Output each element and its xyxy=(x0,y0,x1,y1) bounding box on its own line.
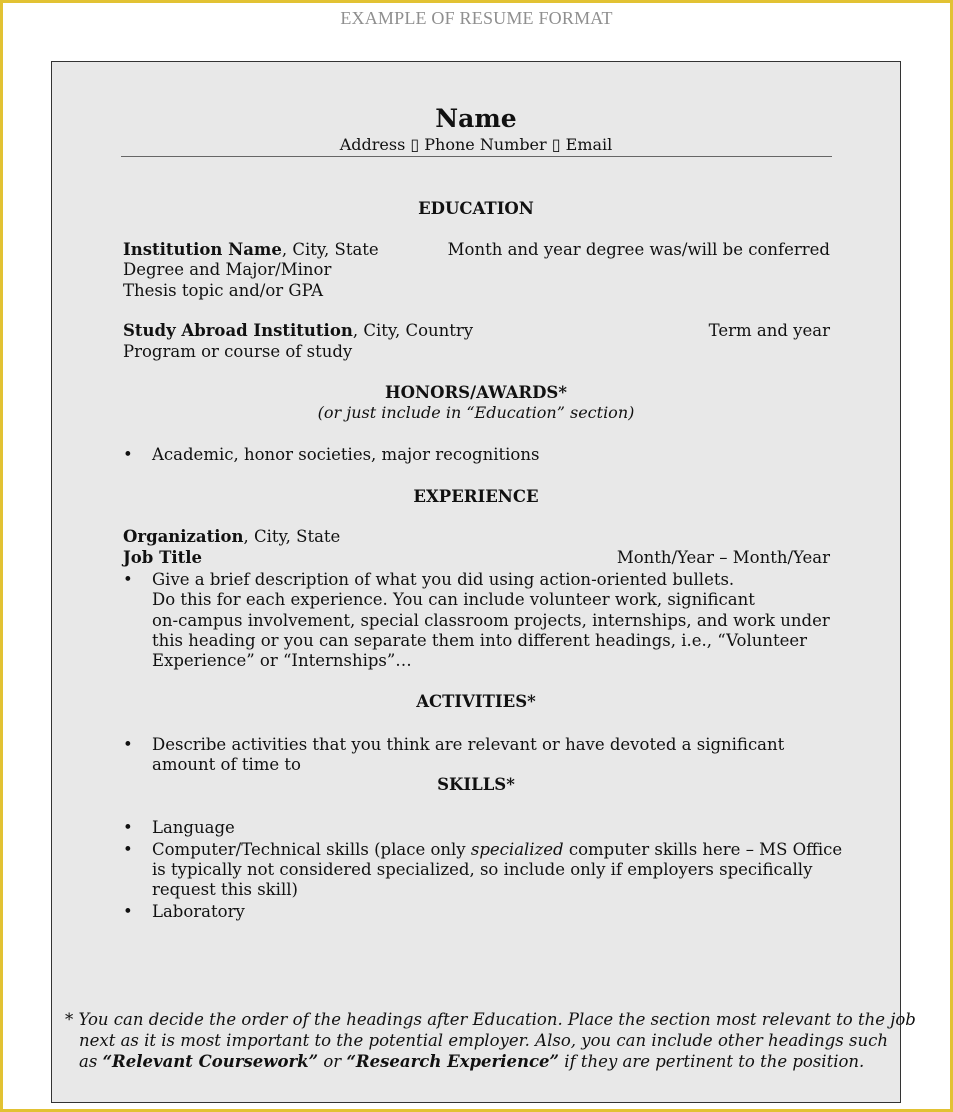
activities-line: Describe activities that you think are relevant or have devoted a significant xyxy=(152,735,785,754)
skills-heading: SKILLS* xyxy=(437,775,515,794)
thesis-gpa: Thesis topic and/or GPA xyxy=(123,281,324,300)
organization-name: Organization xyxy=(123,527,244,546)
page-title: EXAMPLE OF RESUME FORMAT xyxy=(340,8,613,28)
header-divider xyxy=(121,156,832,157)
abroad-line xyxy=(123,321,473,342)
activities-heading: ACTIVITIES* xyxy=(416,692,536,711)
skill-computer: Computer/Technical skills (place only specialized computer skills here – MS Office xyxy=(152,840,843,859)
institution-name: Institution Name xyxy=(123,240,282,259)
experience-desc-line: Do this for each experience. You can include volunteer work, significant xyxy=(152,590,755,609)
bullet-icon: • xyxy=(123,445,133,464)
contact-line: Address ▯ Phone Number ▯ Email xyxy=(339,135,613,154)
bullet-icon: • xyxy=(123,840,133,859)
skill-computer-line: request this skill) xyxy=(152,880,298,899)
abroad-program: Program or course of study xyxy=(123,342,353,361)
skill-computer-line: is typically not considered specialized, so include only if employers specifically xyxy=(152,860,813,879)
experience-heading: EXPERIENCE xyxy=(413,487,539,506)
experience-desc-line: Give a brief description of what you did using action-oriented bullets. xyxy=(152,570,735,589)
footnote-line: as “Relevant Coursework” or “Research Experience” if they are pertinent to the position. xyxy=(79,1052,865,1071)
activities-line: amount of time to xyxy=(152,755,301,774)
honors-note: (or just include in “Education” section) xyxy=(317,403,635,422)
honors-heading: HONORS/AWARDS* xyxy=(385,383,567,402)
institution-line xyxy=(123,240,379,261)
skill-language: Language xyxy=(152,818,235,837)
education-heading: EDUCATION xyxy=(418,199,534,218)
experience-desc-line: on-campus involvement, special classroom projects, internships, and work under xyxy=(152,611,830,630)
job-title: Job Title xyxy=(123,548,203,567)
institution-location: , City, State xyxy=(281,240,379,259)
bullet-icon: • xyxy=(123,570,133,589)
skill-laboratory: Laboratory xyxy=(152,902,245,921)
job-dates: Month/Year – Month/Year xyxy=(616,548,830,567)
abroad-date: Term and year xyxy=(708,321,830,340)
resume-name: Name xyxy=(435,104,517,133)
degree-date: Month and year degree was/will be conferred xyxy=(447,240,830,259)
abroad-location: , City, Country xyxy=(352,321,474,340)
degree-major: Degree and Major/Minor xyxy=(123,260,332,279)
bullet-icon: • xyxy=(123,902,133,921)
abroad-name: Study Abroad Institution xyxy=(123,321,353,340)
bullet-icon: • xyxy=(123,818,133,837)
honors-item: Academic, honor societies, major recognitions xyxy=(152,445,540,464)
organization-line xyxy=(123,527,340,548)
footnote-line: next as it is most important to the potential employer. Also, you can include other headings such xyxy=(79,1031,888,1050)
experience-desc-line: Experience” or “Internships”… xyxy=(152,651,412,670)
organization-location: , City, State xyxy=(243,527,341,546)
bullet-icon: • xyxy=(123,735,133,754)
experience-desc-line: this heading or you can separate them into different headings, i.e., “Volunteer xyxy=(152,631,808,650)
resume-sheet xyxy=(51,61,916,1103)
footnote-line: * You can decide the order of the headings after Education. Place the section most relevant to the job xyxy=(65,1010,916,1029)
